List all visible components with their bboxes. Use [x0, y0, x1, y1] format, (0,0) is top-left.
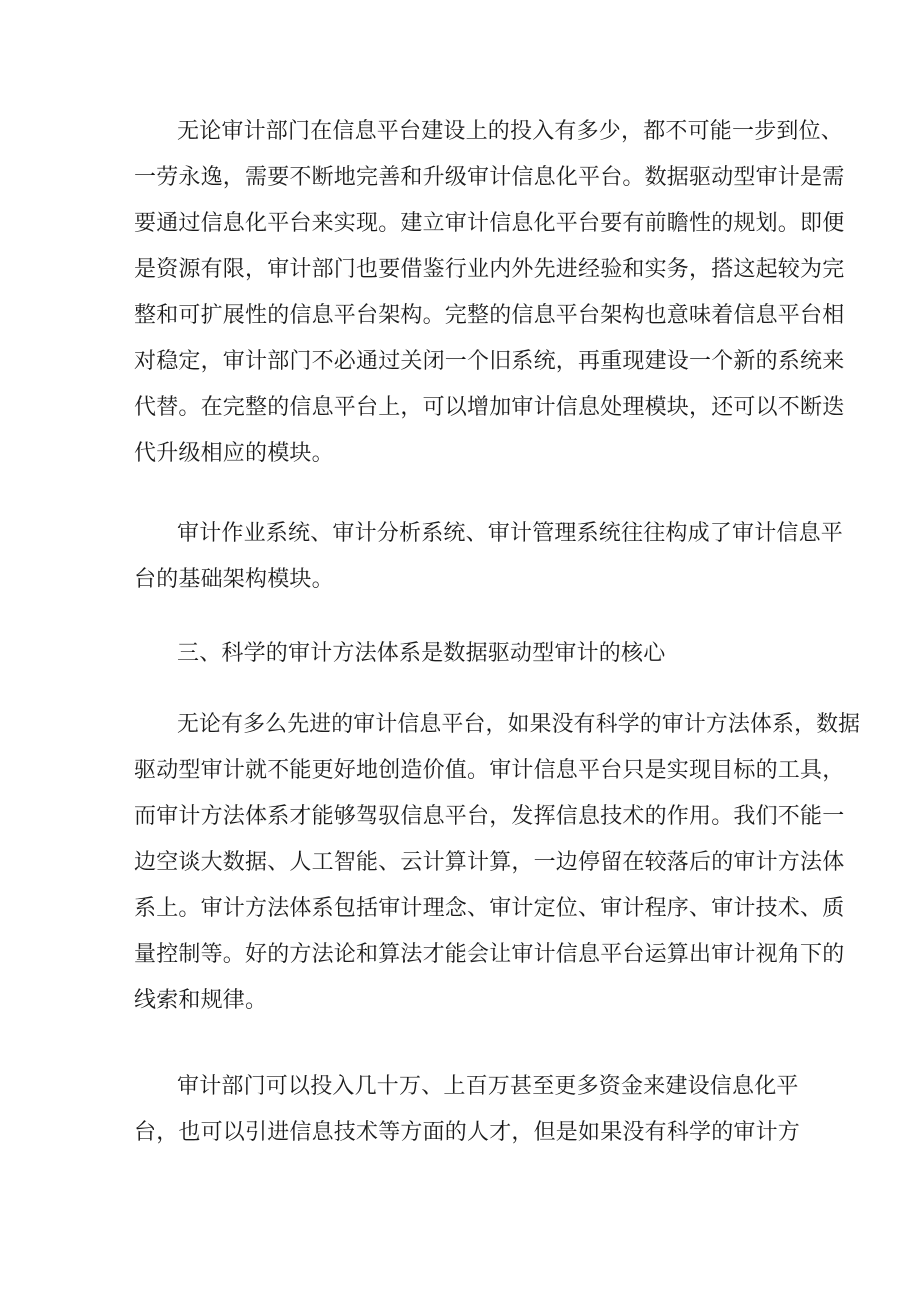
text-line: 量控制等。好的方法论和算法才能会让审计信息平台运算出审计视角下的 — [134, 942, 845, 967]
text-line: 审计作业系统、审计分析系统、审计管理系统往往构成了审计信息平 — [177, 521, 844, 546]
text-line: 无论审计部门在信息平台建设上的投入有多少，都不可能一步到位、 — [177, 119, 844, 144]
text-line: 而审计方法体系才能够驾驭信息平台，发挥信息技术的作用。我们不能一 — [134, 804, 845, 829]
text-line: 台，也可以引进信息技术等方面的人才，但是如果没有科学的审计方 — [134, 1120, 801, 1145]
text-line: 系上。审计方法体系包括审计理念、审计定位、审计程序、审计技术、质 — [134, 896, 845, 921]
text-line: 边空谈大数据、人工智能、云计算计算，一边停留在较落后的审计方法体 — [134, 850, 845, 875]
text-line: 无论有多么先进的审计信息平台，如果没有科学的审计方法体系，数据 — [177, 712, 861, 737]
text-line: 要通过信息化平台来实现。建立审计信息化平台要有前瞻性的规划。即便 — [134, 211, 845, 236]
text-line: 代升级相应的模块。 — [134, 441, 334, 466]
text-line: 一劳永逸，需要不断地完善和升级审计信息化平台。数据驱动型审计是需 — [134, 165, 845, 190]
heading-text: 三、科学的审计方法体系是数据驱动型审计的核心 — [177, 641, 666, 666]
text-line: 代替。在完整的信息平台上，可以增加审计信息处理模块，还可以不断迭 — [134, 395, 845, 420]
text-line: 整和可扩展性的信息平台架构。完整的信息平台架构也意味着信息平台相 — [134, 303, 845, 328]
text-line: 台的基础架构模块。 — [134, 567, 334, 592]
text-line: 线索和规律。 — [134, 988, 268, 1013]
text-line: 审计部门可以投入几十万、上百万甚至更多资金来建设信息化平 — [177, 1074, 799, 1099]
text-line: 驱动型审计就不能更好地创造价值。审计信息平台只是实现目标的工具， — [134, 758, 845, 783]
text-line: 对稳定，审计部门不必通过关闭一个旧系统，再重现建设一个新的系统来 — [134, 349, 845, 374]
text-line: 是资源有限，审计部门也要借鉴行业内外先进经验和实务，搭这起较为完 — [134, 257, 845, 282]
